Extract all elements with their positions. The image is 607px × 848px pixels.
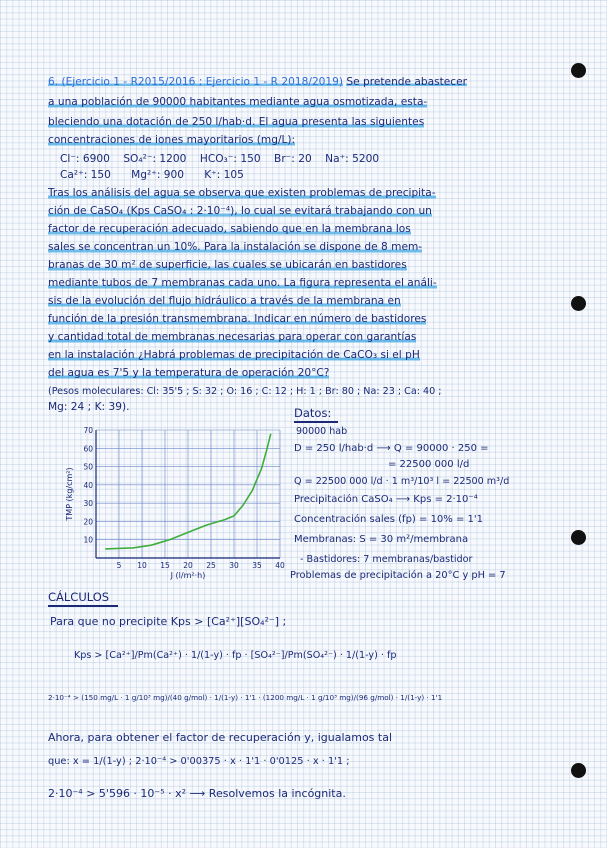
y-tick-label: 30	[83, 499, 93, 509]
ion-mg: Mg²⁺: 900	[131, 169, 184, 181]
tmp-vs-flux-chart	[62, 424, 292, 582]
body-line-7: sis de la evolución del flujo hidráulico a través de la membrana en	[48, 295, 401, 307]
datos-line-4: Q = 22500 000 l/d · 1 m³/10³ l = 22500 m³/d	[294, 476, 510, 487]
body-line-12: (Pesos moleculares: Cl: 35'5 ; S: 32 ; O: 16 ; C: 12 ; H: 1 ; Br: 80 ; Na: 23 ; Ca: 40 ;	[48, 386, 442, 397]
body-line-2: ción de CaSO₄ (Kps CaSO₄ : 2·10⁻⁴), lo cual se evitará trabajando con un	[48, 205, 432, 217]
calculos-line-2: Kps > [Ca²⁺]/Pm(Ca²⁺) · 1/(1-y) · fp · [SO₄²⁻]/Pm(SO₄²⁻) · 1/(1-y) · fp	[74, 650, 397, 661]
y-tick-label: 10	[83, 535, 93, 545]
datos-heading-underline	[294, 421, 338, 423]
ions-row-1	[60, 152, 379, 167]
calculos-line-6: 2·10⁻⁴ > 5'596 · 10⁻⁵ · x² ⟶ Resolvemos la incógnita.	[48, 787, 346, 800]
body-line-8: función de la presión transmembrana. Indicar en número de bastidores	[48, 313, 427, 325]
problem-line-2: a una población de 90000 habitantes mediante agua osmotizada, esta-	[48, 96, 428, 108]
ion-na: Na⁺: 5200	[325, 153, 380, 165]
ion-k: K⁺: 105	[204, 169, 244, 181]
ion-so4: SO₄²⁻: 1200	[123, 153, 187, 165]
datos-line-2: D = 250 l/hab·d ⟶ Q = 90000 · 250 =	[294, 443, 489, 454]
calculos-line-5: que: x = 1/(1-y) ; 2·10⁻⁴ > 0'00375 · x · 1'1 · 0'0125 · x · 1'1 ;	[48, 756, 350, 767]
ion-cl: Cl⁻: 6900	[60, 153, 110, 165]
binder-hole-1	[571, 63, 586, 78]
datos-line-7: Membranas: S = 30 m²/membrana	[294, 534, 469, 545]
binder-hole-2	[571, 296, 586, 311]
calculos-line-4: Ahora, para obtener el factor de recuperación y, igualamos tal	[48, 731, 393, 744]
datos-line-5: Precipitación CaSO₄ ⟶ Kps = 2·10⁻⁴	[294, 494, 478, 505]
body-line-13: Mg: 24 ; K: 39).	[48, 401, 130, 413]
calculos-heading-underline	[48, 605, 118, 607]
x-tick-label: 5	[116, 561, 122, 570]
y-tick-label: 20	[83, 517, 93, 527]
x-tick-label: 20	[183, 561, 193, 570]
x-tick-label: 25	[206, 561, 216, 570]
problem-line-4: concentraciones de iones mayoritarios (mg/L):	[48, 134, 296, 146]
x-tick-label: 30	[229, 561, 239, 570]
body-line-3: factor de recuperación adecuado, sabiendo que en la membrana los	[48, 223, 411, 235]
datos-line-6: Concentración sales (fp) = 10% = 1'1	[294, 514, 483, 525]
body-line-6: mediante tubos de 7 membranas cada uno. La figura representa el análi-	[48, 277, 437, 289]
datos-line-9: Problemas de precipitación a 20°C y pH = 7	[290, 570, 506, 581]
calculos-line-3: 2·10⁻⁴ > (150 mg/L · 1 g/10³ mg)/(40 g/mol) · 1/(1-y) · 1'1 · (1200 mg/L · 1 g/10³ mg)/(96 g/mol) · 1/(1-y) · 1'1	[48, 693, 443, 702]
problem-heading-line	[48, 75, 467, 90]
y-tick-label: 40	[83, 480, 93, 490]
ions-row-2	[60, 168, 244, 183]
body-line-9: y cantidad total de membranas necesarias para operar con garantías	[48, 331, 417, 343]
datos-line-3: = 22500 000 l/d	[388, 459, 470, 470]
problem-line-1: Se pretende abastecer	[346, 76, 467, 88]
x-tick-label: 40	[275, 561, 285, 570]
body-line-1: Tras los análisis del agua se observa que existen problemas de precipita-	[48, 187, 436, 199]
x-tick-label: 15	[160, 561, 170, 570]
x-tick-label: 35	[252, 561, 262, 570]
body-line-5: branas de 30 m² de superficie, las cuales se ubicarán en bastidores	[48, 259, 407, 271]
calculos-heading: CÁLCULOS	[48, 590, 110, 604]
binder-hole-4	[571, 763, 586, 778]
problem-line-3: bleciendo una dotación de 250 l/hab·d. El agua presenta las siguientes	[48, 116, 425, 128]
ion-br: Br⁻: 20	[274, 153, 312, 165]
y-tick-label: 50	[83, 462, 93, 472]
datos-line-8: - Bastidores: 7 membranas/bastidor	[300, 554, 473, 565]
y-tick-label: 60	[83, 444, 93, 454]
x-axis-label: J (l/m²·h)	[170, 571, 206, 580]
y-axis-label: TMP (kg/cm²)	[65, 467, 74, 521]
ion-ca: Ca²⁺: 150	[60, 169, 111, 181]
calculos-line-1: Para que no precipite Kps > [Ca²⁺][SO₄²⁻] ;	[50, 615, 287, 628]
datos-line-1: 90000 hab	[296, 426, 348, 437]
ion-hco3: HCO₃⁻: 150	[199, 153, 261, 165]
problem-title: 6. (Ejercicio 1 - R2015/2016 ; Ejercicio 1 - R 2018/2019)	[48, 76, 344, 88]
body-line-10: en la instalación ¿Habrá problemas de precipitación de CaCO₃ si el pH	[48, 349, 420, 361]
y-tick-label: 70	[83, 426, 93, 435]
binder-hole-3	[571, 530, 586, 545]
body-line-4: sales se concentran un 10%. Para la instalación se dispone de 8 mem-	[48, 241, 423, 253]
x-tick-label: 10	[137, 561, 147, 570]
datos-heading: Datos:	[294, 406, 332, 420]
body-line-11: del agua es 7'5 y la temperatura de operación 20°C?	[48, 367, 330, 379]
